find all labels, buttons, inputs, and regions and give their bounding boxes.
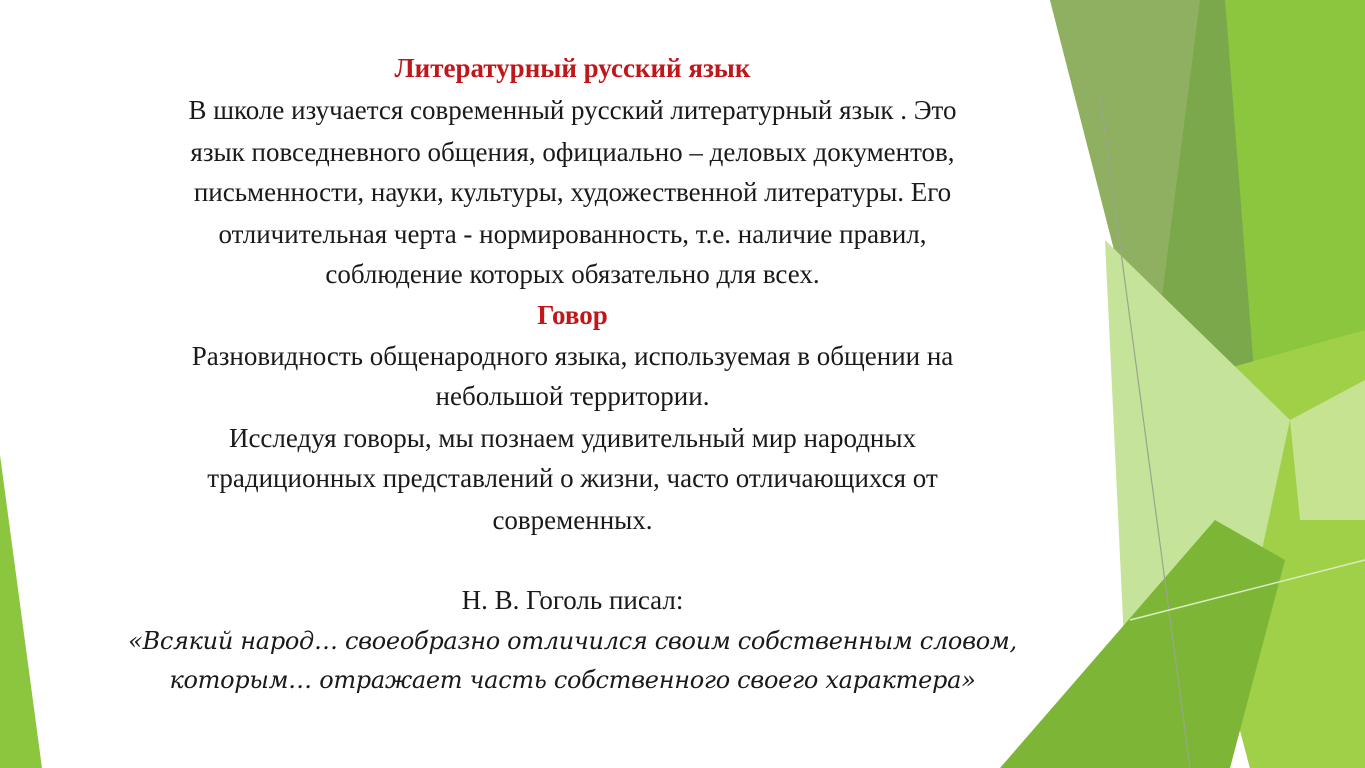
quote-line: «Всякий народ… своеобразно отличился своим собственным словом,: [128, 627, 1017, 655]
paragraph2-line: Разновидность общенародного языка, используемая в общении на: [191, 341, 954, 371]
paragraph2-line: небольшой территории.: [435, 381, 710, 411]
paragraph1-line: В школе изучается современный русский литературный язык . Это: [188, 95, 957, 125]
heading-literary-language: Литературный русский язык: [394, 53, 751, 83]
heading-govor: Говор: [537, 300, 608, 330]
paragraph1-line: соблюдение которых обязательно для всех.: [325, 259, 820, 289]
quote-line: которым… отражает часть собственного своего характера»: [169, 666, 976, 694]
paragraph1-line: письменности, науки, культуры, художественной литературы. Его: [193, 177, 952, 207]
paragraph3-line: современных.: [492, 505, 653, 535]
paragraph3-line: традиционных представлений о жизни, часто отличающихся от: [207, 463, 938, 493]
attribution: Н. В. Гоголь писал:: [461, 585, 684, 615]
paragraph1-line: отличительная черта - нормированность, т.е. наличие правил,: [218, 219, 927, 249]
paragraph3-line: Исследуя говоры, мы познаем удивительный мир народных: [228, 423, 917, 453]
paragraph1-line: язык повседневного общения, официально – деловых документов,: [190, 137, 955, 167]
